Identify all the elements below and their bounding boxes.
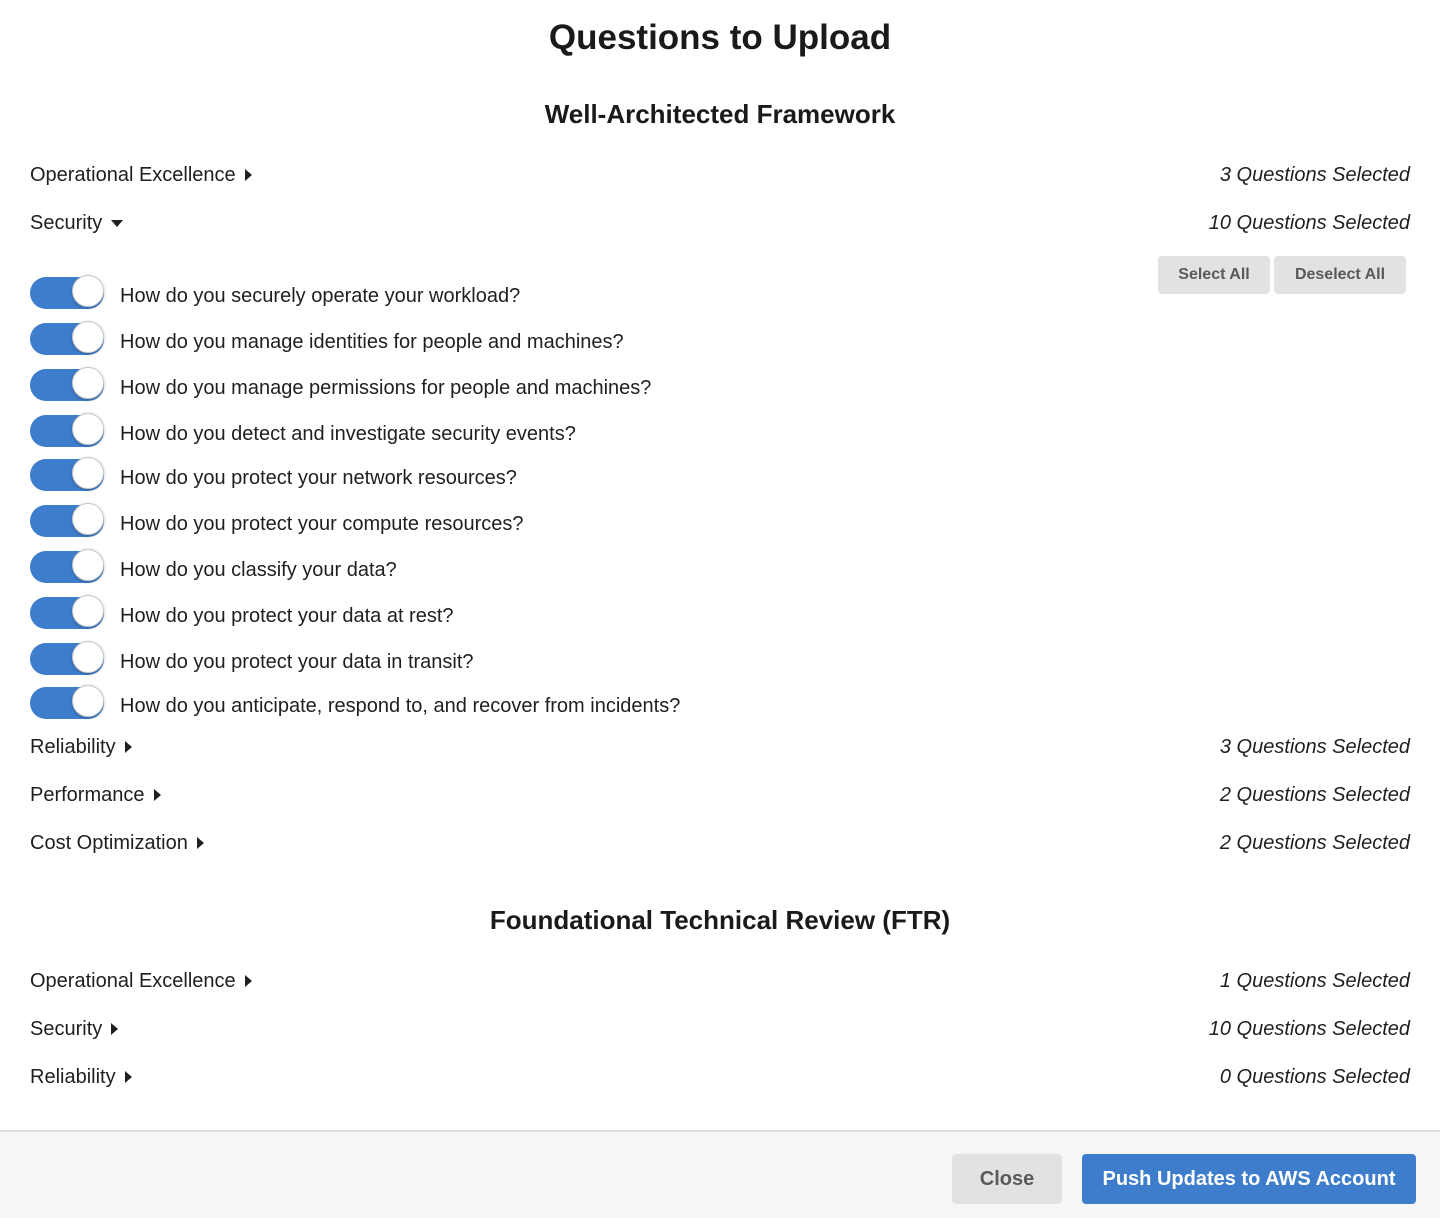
question-row xyxy=(30,414,576,448)
category-row-wa-cost-optimization xyxy=(30,828,1410,858)
question-row xyxy=(30,276,520,310)
question-label: How do you manage permissions for people and machines? xyxy=(120,376,652,399)
question-toggle[interactable] xyxy=(30,597,104,629)
caret-right-icon xyxy=(245,975,252,987)
push-updates-button[interactable]: Push Updates to AWS Account xyxy=(1082,1154,1416,1204)
category-toggle-wa-security[interactable] xyxy=(30,212,123,235)
category-row-ftr-security xyxy=(30,1014,1410,1044)
category-row-wa-reliability xyxy=(30,732,1410,762)
category-label: Cost Optimization xyxy=(30,831,188,854)
category-toggle-ftr-reliability[interactable] xyxy=(30,1066,132,1089)
category-selected-count: 3 Questions Selected xyxy=(1219,735,1410,758)
modal-title: Questions to Upload xyxy=(548,18,892,57)
caret-right-icon xyxy=(197,837,204,849)
category-label: Security xyxy=(30,211,103,234)
question-label: How do you anticipate, respond to, and recover from incidents? xyxy=(120,694,681,717)
category-toggle-wa-operational-excellence[interactable] xyxy=(30,164,252,187)
question-toggle[interactable] xyxy=(30,459,104,491)
toggle-knob xyxy=(72,685,104,717)
caret-right-icon xyxy=(125,1071,132,1083)
caret-down-icon xyxy=(111,220,123,227)
category-toggle-wa-cost-optimization[interactable] xyxy=(30,832,204,855)
question-row xyxy=(30,686,680,720)
toggle-knob xyxy=(72,367,104,399)
toggle-knob xyxy=(72,595,104,627)
category-selected-count: 10 Questions Selected xyxy=(1208,211,1410,234)
toggle-knob xyxy=(72,457,104,489)
question-label: How do you protect your compute resources? xyxy=(120,512,524,535)
question-toggle[interactable] xyxy=(30,369,104,401)
question-toggle[interactable] xyxy=(30,643,104,675)
question-label: How do you detect and investigate security events? xyxy=(120,422,576,445)
category-toggle-ftr-security[interactable] xyxy=(30,1018,118,1041)
close-button[interactable]: Close xyxy=(952,1154,1062,1204)
question-row xyxy=(30,368,651,402)
toggle-knob xyxy=(72,321,104,353)
question-toggle[interactable] xyxy=(30,415,104,447)
modal-footer xyxy=(0,1130,1440,1218)
category-row-ftr-reliability xyxy=(30,1062,1410,1092)
question-row xyxy=(30,322,624,356)
category-label: Performance xyxy=(30,783,145,806)
deselect-all-button[interactable]: Deselect All xyxy=(1274,256,1406,294)
caret-right-icon xyxy=(111,1023,118,1035)
category-selected-count: 3 Questions Selected xyxy=(1219,163,1410,186)
question-label: How do you protect your data at rest? xyxy=(120,604,454,627)
caret-right-icon xyxy=(154,789,161,801)
caret-right-icon xyxy=(125,741,132,753)
category-label: Operational Excellence xyxy=(30,163,236,186)
category-toggle-wa-performance[interactable] xyxy=(30,784,161,807)
category-row-wa-security xyxy=(30,208,1410,238)
section-title-well-architected: Well-Architected Framework xyxy=(544,99,896,129)
question-toggle[interactable] xyxy=(30,505,104,537)
question-toggle[interactable] xyxy=(30,277,104,309)
question-toggle[interactable] xyxy=(30,323,104,355)
category-row-ftr-operational-excellence xyxy=(30,966,1410,996)
question-label: How do you manage identities for people and machines? xyxy=(120,330,624,353)
question-row xyxy=(30,642,474,676)
section-title-ftr: Foundational Technical Review (FTR) xyxy=(489,905,951,935)
category-label: Security xyxy=(30,1017,103,1040)
question-label: How do you protect your network resources? xyxy=(120,466,517,489)
category-selected-count: 2 Questions Selected xyxy=(1219,783,1410,806)
question-toggle[interactable] xyxy=(30,551,104,583)
question-row xyxy=(30,596,454,630)
select-all-button[interactable]: Select All xyxy=(1158,256,1270,294)
category-toggle-ftr-operational-excellence[interactable] xyxy=(30,970,252,993)
question-row xyxy=(30,504,524,538)
question-label: How do you protect your data in transit? xyxy=(120,650,474,673)
category-selected-count: 0 Questions Selected xyxy=(1219,1065,1410,1088)
category-label: Reliability xyxy=(30,1065,116,1088)
question-toggle[interactable] xyxy=(30,687,104,719)
category-selected-count: 1 Questions Selected xyxy=(1219,969,1410,992)
toggle-knob xyxy=(72,413,104,445)
question-label: How do you classify your data? xyxy=(120,558,397,581)
toggle-knob xyxy=(72,549,104,581)
toggle-knob xyxy=(72,503,104,535)
category-row-wa-performance xyxy=(30,780,1410,810)
question-row xyxy=(30,458,517,492)
question-row xyxy=(30,550,397,584)
category-label: Reliability xyxy=(30,735,116,758)
caret-right-icon xyxy=(245,169,252,181)
category-selected-count: 2 Questions Selected xyxy=(1219,831,1410,854)
question-label: How do you securely operate your workload? xyxy=(120,284,521,307)
category-toggle-wa-reliability[interactable] xyxy=(30,736,132,759)
toggle-knob xyxy=(72,275,104,307)
category-label: Operational Excellence xyxy=(30,969,236,992)
toggle-knob xyxy=(72,641,104,673)
category-selected-count: 10 Questions Selected xyxy=(1208,1017,1410,1040)
category-row-wa-operational-excellence xyxy=(30,160,1410,190)
